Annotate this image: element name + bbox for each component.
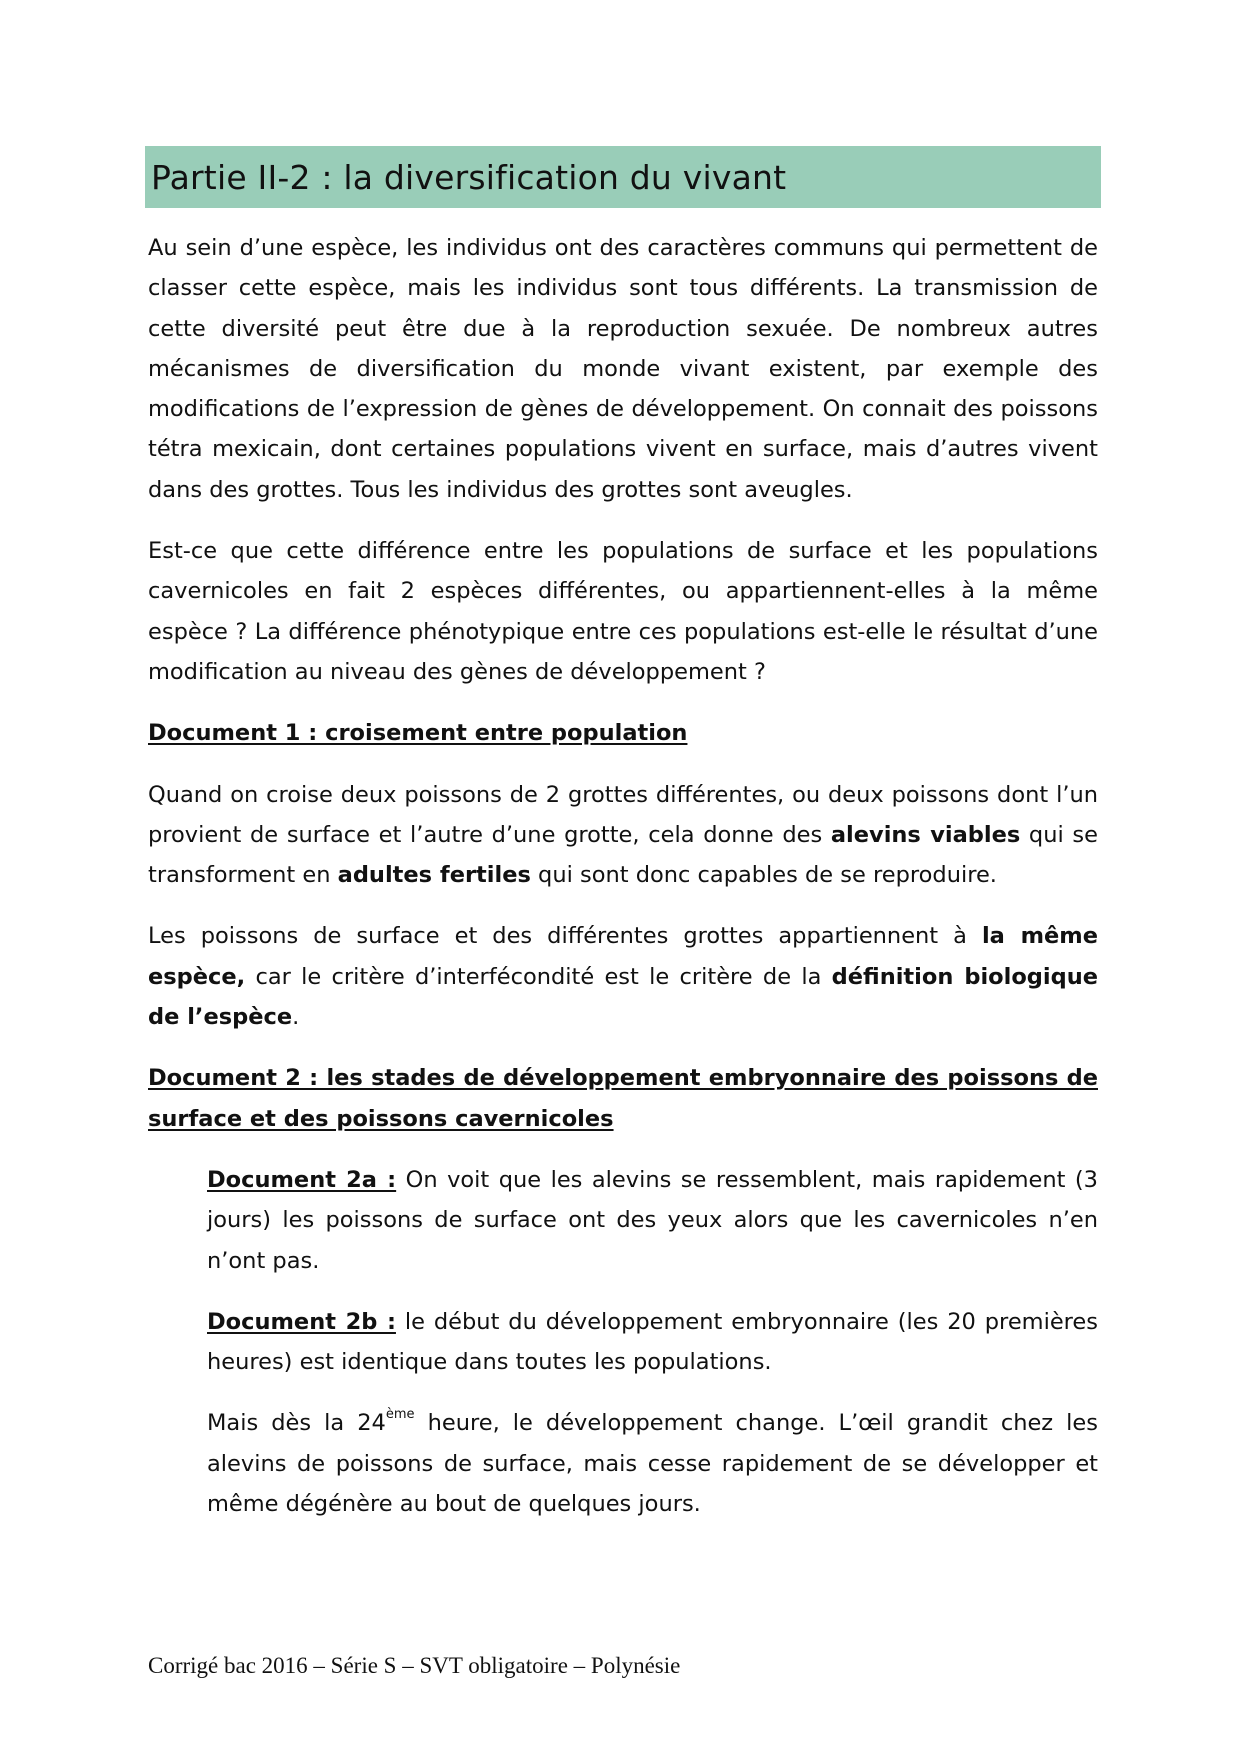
document-2b-label: Document 2b : (207, 1308, 396, 1335)
document-2a-paragraph (148, 1160, 1098, 1281)
text-run: qui sont donc capables de se reproduire. (530, 862, 997, 889)
text-run: le début du développement embryonnaire (les 20 premières heures) est identique dans toutes les populations. (207, 1308, 1098, 1376)
bold-text: alevins viables (830, 821, 1021, 848)
document-page (148, 146, 1098, 1524)
bold-text: adultes fertiles (337, 862, 531, 889)
text-run: car le critère d’interfécondité est le critère de la (245, 963, 832, 990)
text-run: heure, le développement change. L’œil grandit chez les alevins de poissons de surface, mais cesse rapidement de se développer et même dégénère au bout de quelques jours. (207, 1410, 1098, 1518)
text-run: Les poissons de surface et des différentes grottes appartiennent à (148, 923, 982, 950)
text-run: On voit que les alevins se ressemblent, mais rapidement (3 jours) les poissons de surface ont des yeux alors que les cavernicoles n’en n’ont pas. (207, 1166, 1098, 1274)
document-2b-paragraph (148, 1302, 1098, 1383)
bold-text: définition biologique de l’espèce (148, 963, 1098, 1031)
document-2a-label: Document 2a : (207, 1166, 397, 1193)
section-title: Partie II-2 : la diversification du vivant (151, 157, 787, 197)
bold-text: la même espèce, (148, 923, 1098, 990)
text-run: qui se transforment en (148, 821, 1098, 889)
intro-paragraph: Au sein d’une espèce, les individus ont des caractères communs qui permettent de classer cette espèce, mais les individus sont tous différents. La transmission de cette diversité peut être due à la reproduction sexuée. De nombreux autres mécanismes de diversification du monde vivant existent, par exemple des modifications de l’expression de gènes de développement. On connait des poissons tétra mexicain, dont certaines populations vivent en surface, mais d’autres vivent dans des grottes. Tous les individus des grottes sont aveugles. (148, 235, 1098, 503)
document-1-paragraph-2 (148, 916, 1098, 1037)
text-run: Quand on croise deux poissons de 2 grottes différentes, ou deux poissons dont l’un provient de surface et l’autre d’une grotte, cela donne des (148, 781, 1098, 848)
text-run: . (292, 1004, 300, 1031)
document-2-heading: Document 2 : les stades de développement embryonnaire des poissons de surface et des poissons cavernicoles (148, 1065, 1098, 1132)
document-2b-paragraph-2 (148, 1403, 1098, 1524)
document-1-paragraph-1 (148, 775, 1098, 896)
question-paragraph: Est-ce que cette différence entre les populations de surface et les populations cavernicoles en fait 2 espèces différentes, ou appartiennent-elles à la même espèce ? La différence phénotypique entre ces populations est-elle le résultat d’une modification au niveau des gènes de développement ? (148, 538, 1098, 685)
document-1-heading: Document 1 : croisement entre population (148, 720, 688, 747)
superscript: ème (385, 1407, 415, 1423)
section-title-bar (145, 146, 1101, 208)
page-footer: Corrigé bac 2016 – Série S – SVT obligatoire – Polynésie (148, 1653, 681, 1678)
text-run: Mais dès la 24 (207, 1410, 386, 1437)
